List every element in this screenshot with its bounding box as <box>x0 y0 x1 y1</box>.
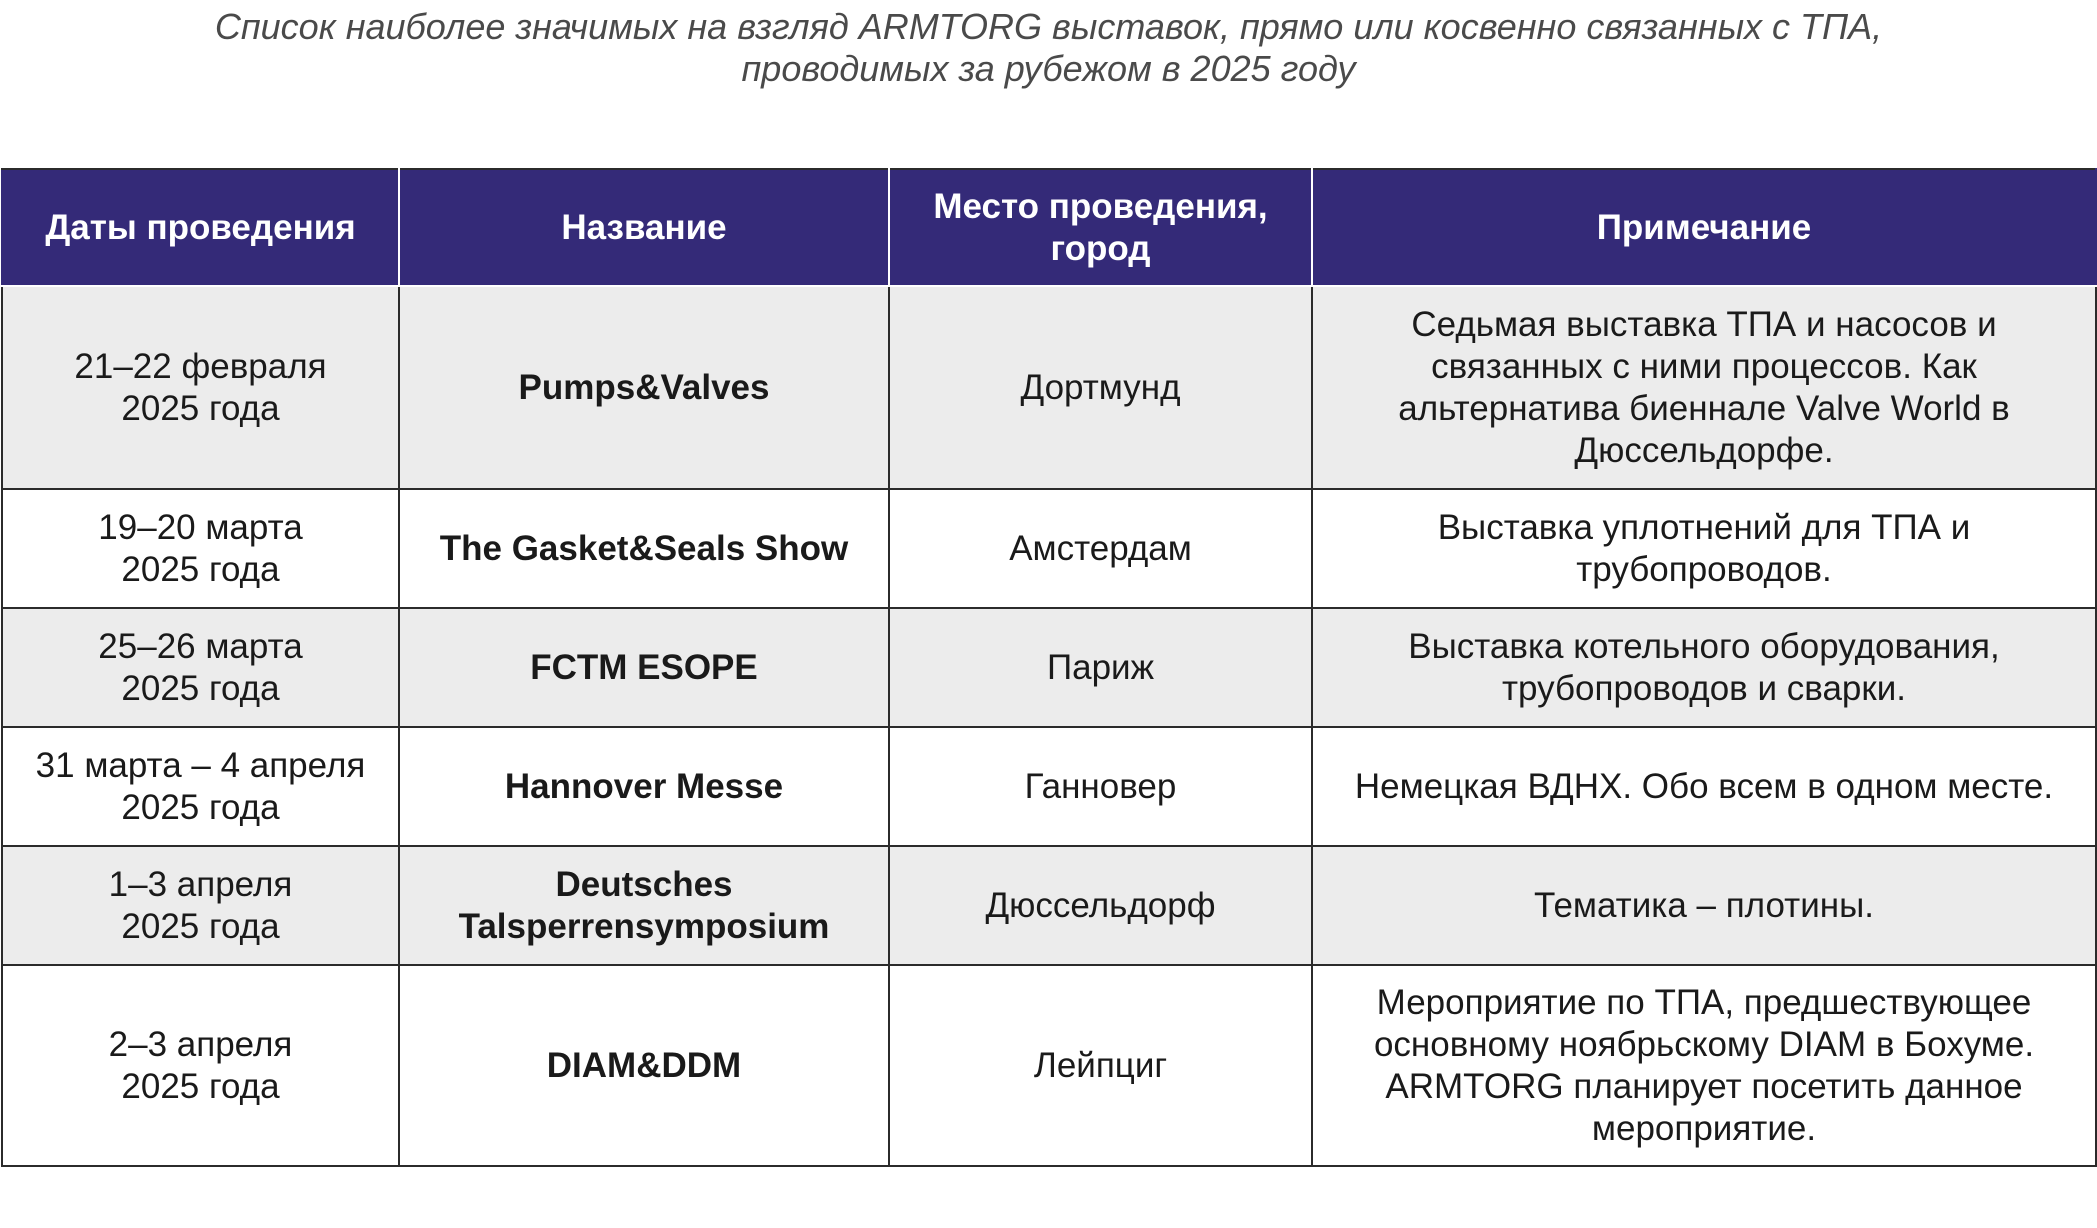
table-caption <box>0 6 2097 90</box>
note-line-2: трубопроводов. <box>1576 549 1832 589</box>
note-line-3: ARMTORG планирует посетить данное <box>1385 1066 2023 1106</box>
cell-name <box>399 965 889 1166</box>
cell-dates <box>2 608 399 727</box>
caption-line-1: Список наиболее значимых на взгляд ARMTORG выставок, прямо или косвенно связанных с ТПА, <box>214 6 1883 47</box>
header-place-line-1: Место проведения, <box>933 186 1268 226</box>
table-row <box>2 846 2096 965</box>
header-place-line-2: город <box>1050 228 1151 268</box>
cell-place: Амстердам <box>889 489 1312 608</box>
cell-note <box>1312 489 2096 608</box>
table-row <box>2 608 2096 727</box>
cell-place: Дюссельдорф <box>889 846 1312 965</box>
name-line-1: Hannover Messe <box>504 766 784 806</box>
date-line-1: 2–3 апреля <box>108 1024 293 1064</box>
name-line-2: Talsperrensymposium <box>458 906 830 946</box>
date-line-2: 2025 года <box>121 388 280 428</box>
table-row <box>2 965 2096 1166</box>
date-line-1: 25–26 марта <box>98 626 303 666</box>
exhibitions-table <box>1 168 2097 1167</box>
date-line-2: 2025 года <box>121 906 280 946</box>
date-line-2: 2025 года <box>121 1066 280 1106</box>
cell-note <box>1312 846 2096 965</box>
cell-name <box>399 286 889 489</box>
table-row <box>2 286 2096 489</box>
cell-dates <box>2 846 399 965</box>
note-line-2: трубопроводов и сварки. <box>1502 668 1906 708</box>
cell-place: Париж <box>889 608 1312 727</box>
cell-place: Дортмунд <box>889 286 1312 489</box>
date-line-1: 19–20 марта <box>98 507 303 547</box>
name-line-1: Pumps&Valves <box>518 367 770 407</box>
date-line-1: 31 марта – 4 апреля <box>35 745 366 785</box>
date-line-2: 2025 года <box>121 668 280 708</box>
note-line-2: связанных с ними процессов. Как <box>1431 346 1977 386</box>
table-header-row <box>2 169 2096 286</box>
note-line-4: Дюссельдорфе. <box>1574 430 1834 470</box>
date-line-2: 2025 года <box>121 549 280 589</box>
header-note: Примечание <box>1312 169 2096 286</box>
note-line-4: мероприятие. <box>1591 1108 1817 1148</box>
cell-name <box>399 846 889 965</box>
cell-place: Ганновер <box>889 727 1312 846</box>
note-line-1: Выставка котельного оборудования, <box>1408 626 2000 666</box>
date-line-1: 21–22 февраля <box>74 346 327 386</box>
cell-place: Лейпциг <box>889 965 1312 1166</box>
header-place <box>889 169 1312 286</box>
header-dates: Даты проведения <box>2 169 399 286</box>
cell-name <box>399 489 889 608</box>
name-line-1: FCTM ESOPE <box>530 647 758 687</box>
date-line-1: 1–3 апреля <box>108 864 293 904</box>
cell-dates <box>2 965 399 1166</box>
name-line-1: The Gasket&Seals Show <box>439 528 849 568</box>
cell-note <box>1312 608 2096 727</box>
cell-note <box>1312 286 2096 489</box>
name-line-1: DIAM&DDM <box>546 1045 742 1085</box>
cell-name <box>399 727 889 846</box>
note-line-1: Мероприятие по ТПА, предшествующее <box>1376 982 2032 1022</box>
table-row <box>2 727 2096 846</box>
note-line-1: Седьмая выставка ТПА и насосов и <box>1411 304 1997 344</box>
cell-note <box>1312 965 2096 1166</box>
cell-note <box>1312 727 2096 846</box>
note-line-1: Тематика – плотины. <box>1534 885 1874 925</box>
note-line-1: Немецкая ВДНХ. Обо всем в одном месте. <box>1354 766 2054 806</box>
name-line-1: Deutsches <box>555 864 733 904</box>
cell-name <box>399 608 889 727</box>
caption-line-2: проводимых за рубежом в 2025 году <box>741 48 1356 89</box>
date-line-2: 2025 года <box>121 787 280 827</box>
note-line-3: альтернатива биеннале Valve World в <box>1398 388 2010 428</box>
note-line-2: основному ноябрьскому DIAM в Бохуме. <box>1373 1024 2035 1064</box>
header-name: Название <box>399 169 889 286</box>
cell-dates <box>2 489 399 608</box>
cell-dates <box>2 727 399 846</box>
cell-dates <box>2 286 399 489</box>
table-row <box>2 489 2096 608</box>
note-line-1: Выставка уплотнений для ТПА и <box>1437 507 1971 547</box>
